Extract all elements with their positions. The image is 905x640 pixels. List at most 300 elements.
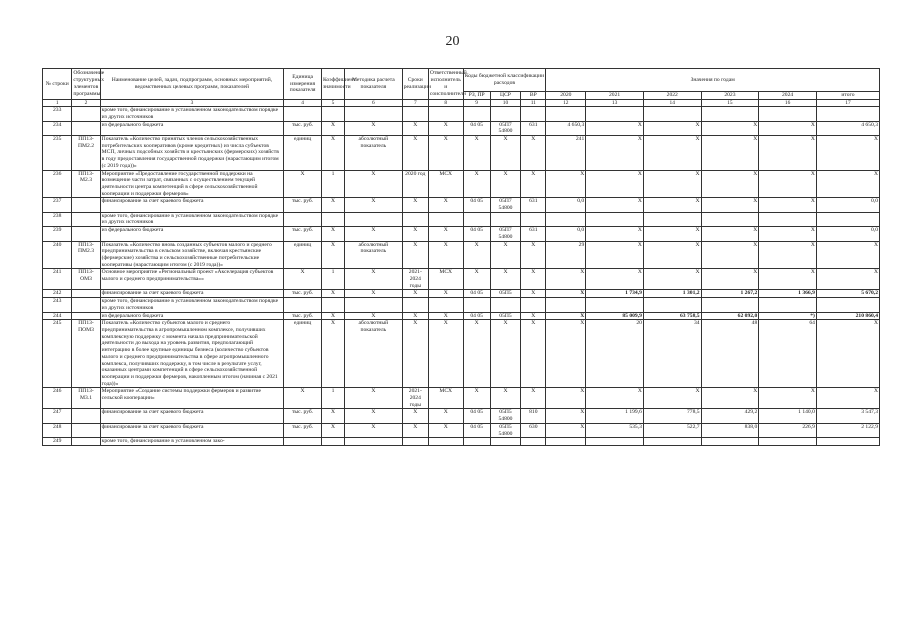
value-2024: X bbox=[759, 227, 817, 241]
code-rz: X bbox=[463, 388, 490, 409]
code-rz: 04 05 bbox=[463, 423, 490, 437]
code-rz: 04 05 bbox=[463, 227, 490, 241]
value-2021 bbox=[586, 212, 644, 226]
value-2020: 29 bbox=[546, 241, 586, 269]
method: X bbox=[345, 409, 403, 423]
value-2020 bbox=[546, 298, 586, 312]
term: X bbox=[402, 227, 428, 241]
responsible: МСХ bbox=[428, 269, 463, 290]
table-row bbox=[43, 212, 880, 226]
value-2024: X bbox=[759, 241, 817, 269]
code-rz bbox=[463, 298, 490, 312]
value-2024: 1 140,0 bbox=[759, 409, 817, 423]
value-2023: 1 267,2 bbox=[701, 290, 759, 298]
table-row bbox=[43, 388, 880, 409]
value-2020 bbox=[546, 438, 586, 446]
value-2022: X bbox=[643, 388, 701, 409]
value-2023: 62 092,0 bbox=[701, 312, 759, 320]
row-number: 245 bbox=[43, 320, 72, 388]
header-year: 2023 bbox=[701, 92, 759, 100]
unit: единиц bbox=[284, 320, 322, 388]
code-csr: 05П5 54800 bbox=[490, 423, 520, 437]
value-2024: X bbox=[759, 136, 817, 171]
header-year: 2021 bbox=[586, 92, 644, 100]
code-csr bbox=[490, 107, 520, 121]
code-csr: X bbox=[490, 170, 520, 198]
header-csr: ЦСР bbox=[490, 92, 520, 100]
value-2021 bbox=[586, 298, 644, 312]
code-rz bbox=[463, 212, 490, 226]
table-row bbox=[43, 136, 880, 171]
structure-code bbox=[72, 227, 100, 241]
value-2020 bbox=[546, 107, 586, 121]
term bbox=[402, 107, 428, 121]
value-2021: X bbox=[586, 170, 644, 198]
value-2021: X bbox=[586, 227, 644, 241]
code-vr: X bbox=[521, 170, 546, 198]
code-vr bbox=[521, 438, 546, 446]
term: X bbox=[402, 409, 428, 423]
coefficient bbox=[321, 298, 344, 312]
code-vr bbox=[521, 298, 546, 312]
row-name: из федерального бюджета bbox=[100, 121, 284, 135]
value-2023: 429,2 bbox=[701, 409, 759, 423]
code-rz: X bbox=[463, 269, 490, 290]
value-2024: X bbox=[759, 388, 817, 409]
structure-code bbox=[72, 121, 100, 135]
method bbox=[345, 107, 403, 121]
code-csr: 05П7 54800 bbox=[490, 227, 520, 241]
responsible: X bbox=[428, 423, 463, 437]
value-2020: X bbox=[546, 320, 586, 388]
value-2022 bbox=[643, 298, 701, 312]
value-2020: X bbox=[546, 269, 586, 290]
row-number: 247 bbox=[43, 409, 72, 423]
value-2022 bbox=[643, 212, 701, 226]
row-name: финансирование за счет краевого бюджета bbox=[100, 409, 284, 423]
row-name: Показатель «Количество вновь созданных субъектов малого и среднего предпринимательства в сельском хозяйстве, включая крестьянские (фермерские) хозяйства и сельскохозяйственные потребительские кооперативы (нарастающим итогом (с 2019 года))» bbox=[100, 241, 284, 269]
unit: X bbox=[284, 269, 322, 290]
structure-code bbox=[72, 290, 100, 298]
code-vr: X bbox=[521, 388, 546, 409]
row-name: финансирование за счет краевого бюджета bbox=[100, 290, 284, 298]
method bbox=[345, 298, 403, 312]
code-vr: 810 bbox=[521, 409, 546, 423]
code-vr: X bbox=[521, 241, 546, 269]
coefficient bbox=[321, 212, 344, 226]
value-2021: 1 199,6 bbox=[586, 409, 644, 423]
column-number: 13 bbox=[586, 99, 644, 106]
unit bbox=[284, 212, 322, 226]
code-csr: X bbox=[490, 269, 520, 290]
responsible: X bbox=[428, 227, 463, 241]
unit bbox=[284, 438, 322, 446]
value-2024 bbox=[759, 298, 817, 312]
value-2020: 0,0 bbox=[546, 198, 586, 212]
row-name: Показатель «Количество принятых членов сельскохозяйственных потребительских кооперативов (кроме кредитных) из числа субъектов МСП, личных подсобных хозяйств и крестьянских (фермерских) хозяйств в году предоставления государственной поддержки (нарастающим итогом (с 2019 года))» bbox=[100, 136, 284, 171]
column-number: 12 bbox=[546, 99, 586, 106]
header-row-number: № строки bbox=[43, 69, 72, 100]
code-rz: 04 05 bbox=[463, 290, 490, 298]
column-number: 1 bbox=[43, 99, 72, 106]
row-number: 236 bbox=[43, 170, 72, 198]
row-number: 239 bbox=[43, 227, 72, 241]
header-status: Обозначение структурных элементов программы bbox=[72, 69, 100, 100]
value-2022: X bbox=[643, 198, 701, 212]
value-2022: X bbox=[643, 241, 701, 269]
unit: X bbox=[284, 388, 322, 409]
value-2021: X bbox=[586, 269, 644, 290]
coefficient bbox=[321, 438, 344, 446]
term bbox=[402, 298, 428, 312]
row-name: кроме того, финансирование в установленном законодательством порядке из других источников bbox=[100, 212, 284, 226]
structure-code bbox=[72, 198, 100, 212]
method: X bbox=[345, 290, 403, 298]
header-year: 2024 bbox=[759, 92, 817, 100]
structure-code: ПП13-М3.1 bbox=[72, 388, 100, 409]
table-row bbox=[43, 312, 880, 320]
table-row bbox=[43, 290, 880, 298]
value-2022: X bbox=[643, 170, 701, 198]
header-unit: Единица измерения показателя bbox=[284, 69, 322, 100]
value-2024: X bbox=[759, 170, 817, 198]
structure-code bbox=[72, 107, 100, 121]
term: X bbox=[402, 136, 428, 171]
unit: тыс. руб. bbox=[284, 121, 322, 135]
unit: тыс. руб. bbox=[284, 423, 322, 437]
row-name: Основное мероприятие «Региональный проект «Акселерация субъектов малого и среднего предпринимательства»» bbox=[100, 269, 284, 290]
row-name: Мероприятие «Предоставление государственной поддержки на возмещение части затрат, связанных с осуществлением текущей деятельности центра компетенций в сфере сельскохозяйственной кооперации и поддержки фермеров» bbox=[100, 170, 284, 198]
term: X bbox=[402, 198, 428, 212]
value-2024 bbox=[759, 212, 817, 226]
value-total: X bbox=[816, 320, 879, 388]
value-2022: 522,7 bbox=[643, 423, 701, 437]
header-term: Сроки реализации bbox=[402, 69, 428, 100]
value-2023: X bbox=[701, 227, 759, 241]
row-name: Мероприятие «Создание системы поддержки фермеров и развитие сельской кооперации» bbox=[100, 388, 284, 409]
method: X bbox=[345, 312, 403, 320]
unit: тыс. руб. bbox=[284, 198, 322, 212]
value-2024: *) bbox=[759, 312, 817, 320]
responsible: X bbox=[428, 312, 463, 320]
coefficient: X bbox=[321, 320, 344, 388]
value-total: X bbox=[816, 170, 879, 198]
term: X bbox=[402, 312, 428, 320]
code-vr: X bbox=[521, 269, 546, 290]
row-name: из федерального бюджета bbox=[100, 312, 284, 320]
value-2022: X bbox=[643, 136, 701, 171]
value-2021 bbox=[586, 438, 644, 446]
code-vr: X bbox=[521, 312, 546, 320]
responsible: X bbox=[428, 198, 463, 212]
value-2023: X bbox=[701, 170, 759, 198]
coefficient: X bbox=[321, 409, 344, 423]
structure-code bbox=[72, 298, 100, 312]
row-number: 233 bbox=[43, 107, 72, 121]
table-row bbox=[43, 241, 880, 269]
row-number: 241 bbox=[43, 269, 72, 290]
indicators-table bbox=[42, 68, 880, 446]
column-number: 2 bbox=[72, 99, 100, 106]
value-2022: 34 bbox=[643, 320, 701, 388]
method: X bbox=[345, 269, 403, 290]
value-2021: X bbox=[586, 388, 644, 409]
column-number: 7 bbox=[402, 99, 428, 106]
value-2023 bbox=[701, 212, 759, 226]
value-total: 5 670,2 bbox=[816, 290, 879, 298]
value-2022 bbox=[643, 438, 701, 446]
value-total bbox=[816, 212, 879, 226]
row-number: 248 bbox=[43, 423, 72, 437]
unit: тыс. руб. bbox=[284, 409, 322, 423]
value-2023: X bbox=[701, 198, 759, 212]
value-2022: 63 758,5 bbox=[643, 312, 701, 320]
value-2023: X bbox=[701, 121, 759, 135]
row-number: 238 bbox=[43, 212, 72, 226]
code-rz: 04 05 bbox=[463, 312, 490, 320]
method: X bbox=[345, 388, 403, 409]
coefficient bbox=[321, 107, 344, 121]
value-total: X bbox=[816, 269, 879, 290]
value-2020: X bbox=[546, 170, 586, 198]
value-total: 2 122,9 bbox=[816, 423, 879, 437]
value-total bbox=[816, 298, 879, 312]
value-2021: 535,3 bbox=[586, 423, 644, 437]
value-2021: X bbox=[586, 198, 644, 212]
value-2021 bbox=[586, 107, 644, 121]
code-vr: 631 bbox=[521, 227, 546, 241]
row-name: кроме того, финансирование в установленном законодательством порядке из других источников bbox=[100, 107, 284, 121]
coefficient: 1 bbox=[321, 170, 344, 198]
code-vr: 631 bbox=[521, 121, 546, 135]
coefficient: X bbox=[321, 241, 344, 269]
code-csr: 05П5 bbox=[490, 290, 520, 298]
structure-code bbox=[72, 212, 100, 226]
value-2020: 0,0 bbox=[546, 227, 586, 241]
value-2021: X bbox=[586, 241, 644, 269]
unit: единиц bbox=[284, 136, 322, 171]
code-rz: X bbox=[463, 170, 490, 198]
value-2022: X bbox=[643, 269, 701, 290]
structure-code: ПП13-ПМ2.2 bbox=[72, 136, 100, 171]
code-csr: 05П7 54800 bbox=[490, 198, 520, 212]
coefficient: X bbox=[321, 136, 344, 171]
value-total: X bbox=[816, 241, 879, 269]
coefficient: X bbox=[321, 312, 344, 320]
code-csr: X bbox=[490, 320, 520, 388]
value-2024: X bbox=[759, 198, 817, 212]
unit: тыс. руб. bbox=[284, 290, 322, 298]
coefficient: 1 bbox=[321, 388, 344, 409]
value-total: X bbox=[816, 136, 879, 171]
value-2023 bbox=[701, 107, 759, 121]
term: 2021-2024 годы bbox=[402, 388, 428, 409]
column-number: 14 bbox=[643, 99, 701, 106]
column-number: 10 bbox=[490, 99, 520, 106]
table-row bbox=[43, 227, 880, 241]
header-values-by-year: Значения по годам bbox=[546, 69, 880, 92]
responsible bbox=[428, 212, 463, 226]
coefficient: X bbox=[321, 121, 344, 135]
value-2023: X bbox=[701, 388, 759, 409]
value-total bbox=[816, 438, 879, 446]
header-rz: РЗ, ПР bbox=[463, 92, 490, 100]
structure-code: ПП13-ПМ2.3 bbox=[72, 241, 100, 269]
term: X bbox=[402, 290, 428, 298]
code-vr: 630 bbox=[521, 423, 546, 437]
row-number: 242 bbox=[43, 290, 72, 298]
column-number: 8 bbox=[428, 99, 463, 106]
value-2024: 1 366,9 bbox=[759, 290, 817, 298]
structure-code: ПП13-ОМ3 bbox=[72, 269, 100, 290]
header-year: 2022 bbox=[643, 92, 701, 100]
column-numbers-row bbox=[43, 99, 880, 106]
value-total: 3 547,3 bbox=[816, 409, 879, 423]
coefficient: X bbox=[321, 423, 344, 437]
column-number: 4 bbox=[284, 99, 322, 106]
row-number: 243 bbox=[43, 298, 72, 312]
header-method: Методика расчета показателя bbox=[345, 69, 403, 100]
code-csr: X bbox=[490, 136, 520, 171]
unit bbox=[284, 298, 322, 312]
value-2023: X bbox=[701, 241, 759, 269]
table-row bbox=[43, 121, 880, 135]
column-number: 16 bbox=[759, 99, 817, 106]
code-csr bbox=[490, 438, 520, 446]
row-name: кроме того, финансирование в установленном законодательством порядке из других источников bbox=[100, 298, 284, 312]
code-vr: 631 bbox=[521, 198, 546, 212]
responsible bbox=[428, 298, 463, 312]
row-number: 240 bbox=[43, 241, 72, 269]
code-csr: X bbox=[490, 241, 520, 269]
table-row bbox=[43, 320, 880, 388]
value-total: 210 860,4 bbox=[816, 312, 879, 320]
code-rz bbox=[463, 107, 490, 121]
code-csr bbox=[490, 212, 520, 226]
coefficient: X bbox=[321, 198, 344, 212]
column-number: 9 bbox=[463, 99, 490, 106]
responsible: X bbox=[428, 320, 463, 388]
method: X bbox=[345, 170, 403, 198]
code-csr: 05П7 54800 bbox=[490, 121, 520, 135]
value-2021: X bbox=[586, 136, 644, 171]
value-total: 0,0 bbox=[816, 227, 879, 241]
value-2023: X bbox=[701, 136, 759, 171]
code-csr: 05П5 54800 bbox=[490, 409, 520, 423]
term: X bbox=[402, 121, 428, 135]
value-2022 bbox=[643, 107, 701, 121]
term: X bbox=[402, 241, 428, 269]
value-2024 bbox=[759, 107, 817, 121]
responsible: X bbox=[428, 136, 463, 171]
value-2021: X bbox=[586, 121, 644, 135]
row-number: 249 bbox=[43, 438, 72, 446]
row-name: финансирование за счет краевого бюджета bbox=[100, 198, 284, 212]
coefficient: X bbox=[321, 227, 344, 241]
header-budget-codes: Коды бюджетной классификации расходов bbox=[463, 69, 546, 92]
method: абсолютный показатель bbox=[345, 320, 403, 388]
value-2023: 838,0 bbox=[701, 423, 759, 437]
value-total bbox=[816, 107, 879, 121]
term bbox=[402, 212, 428, 226]
method: X bbox=[345, 423, 403, 437]
value-2020: 241 bbox=[546, 136, 586, 171]
row-number: 246 bbox=[43, 388, 72, 409]
structure-code bbox=[72, 438, 100, 446]
value-2020: 4 650,3 bbox=[546, 121, 586, 135]
responsible bbox=[428, 438, 463, 446]
value-2023 bbox=[701, 298, 759, 312]
header-coefficient: Коэффициент значимости bbox=[321, 69, 344, 100]
value-2024: 226,9 bbox=[759, 423, 817, 437]
row-number: 237 bbox=[43, 198, 72, 212]
column-number: 17 bbox=[816, 99, 879, 106]
column-number: 5 bbox=[321, 99, 344, 106]
row-number: 244 bbox=[43, 312, 72, 320]
structure-code: ПП13-М2.3 bbox=[72, 170, 100, 198]
coefficient: 1 bbox=[321, 269, 344, 290]
value-2020: X bbox=[546, 312, 586, 320]
page-number: 20 bbox=[445, 34, 460, 49]
unit: единиц bbox=[284, 241, 322, 269]
responsible: МСХ bbox=[428, 170, 463, 198]
unit bbox=[284, 107, 322, 121]
term: 2020 год bbox=[402, 170, 428, 198]
responsible: X bbox=[428, 241, 463, 269]
unit: тыс. руб. bbox=[284, 312, 322, 320]
row-number: 235 bbox=[43, 136, 72, 171]
code-vr: X bbox=[521, 320, 546, 388]
value-2020: X bbox=[546, 423, 586, 437]
value-2020: X bbox=[546, 388, 586, 409]
table-row bbox=[43, 170, 880, 198]
table-row bbox=[43, 198, 880, 212]
unit: тыс. руб. bbox=[284, 227, 322, 241]
structure-code: ПП13-ПОМ3 bbox=[72, 320, 100, 388]
table-row bbox=[43, 298, 880, 312]
table-body bbox=[43, 107, 880, 446]
responsible bbox=[428, 107, 463, 121]
header-year: 2020 bbox=[546, 92, 586, 100]
column-number: 11 bbox=[521, 99, 546, 106]
table-row bbox=[43, 438, 880, 446]
value-total: X bbox=[816, 388, 879, 409]
term: 2021-2024 годы bbox=[402, 269, 428, 290]
column-number: 3 bbox=[100, 99, 284, 106]
table-row bbox=[43, 107, 880, 121]
header-total: итого bbox=[816, 92, 879, 100]
method: X bbox=[345, 227, 403, 241]
code-rz: X bbox=[463, 320, 490, 388]
responsible: X bbox=[428, 290, 463, 298]
value-2022: 1 301,2 bbox=[643, 290, 701, 298]
code-rz: 04 05 bbox=[463, 409, 490, 423]
row-name: финансирование за счет краевого бюджета bbox=[100, 423, 284, 437]
structure-code bbox=[72, 423, 100, 437]
value-2021: 85 009,9 bbox=[586, 312, 644, 320]
responsible: МСХ bbox=[428, 388, 463, 409]
method: X bbox=[345, 121, 403, 135]
value-2024 bbox=[759, 438, 817, 446]
method: абсолютный показатель bbox=[345, 241, 403, 269]
code-csr: 05П5 bbox=[490, 312, 520, 320]
value-2024: X bbox=[759, 269, 817, 290]
value-2020: X bbox=[546, 290, 586, 298]
header-name: Наименование целей, задач, подпрограмм, основных мероприятий, ведомственных целевых программ, показателей bbox=[100, 69, 284, 100]
value-2022: X bbox=[643, 121, 701, 135]
value-2021: 1 734,9 bbox=[586, 290, 644, 298]
term bbox=[402, 438, 428, 446]
